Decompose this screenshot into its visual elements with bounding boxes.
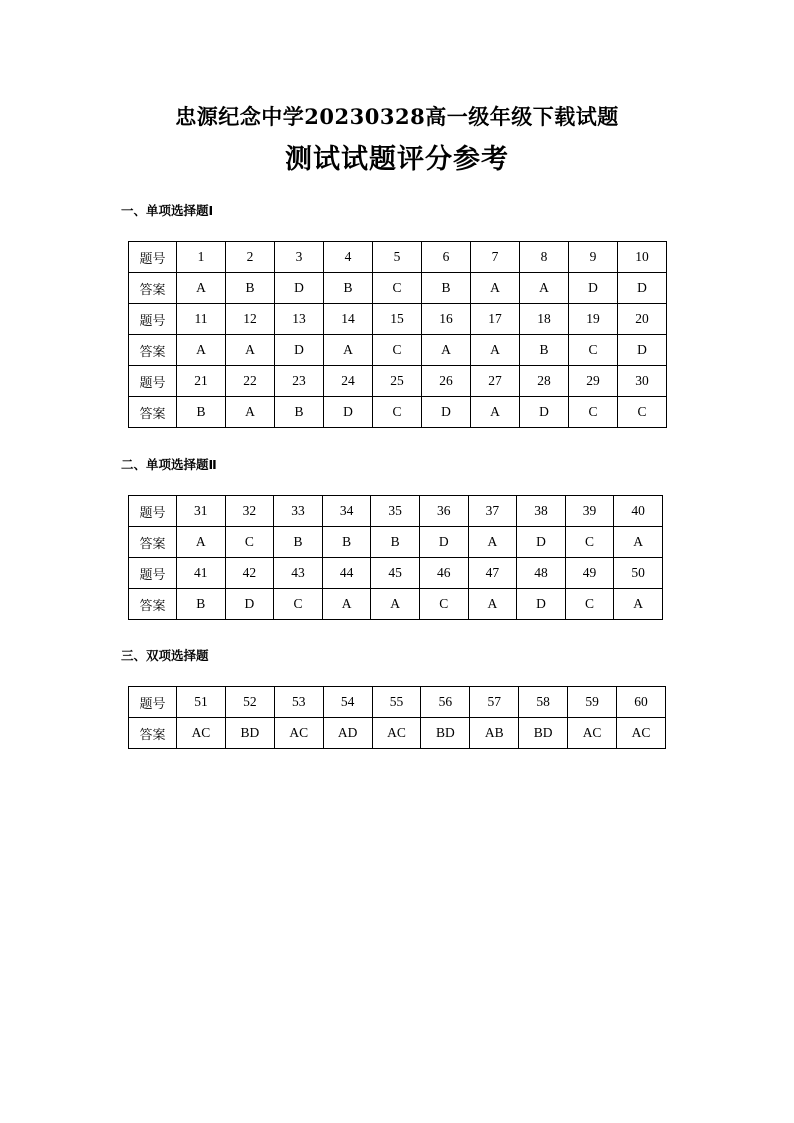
question-number-cell: 18 xyxy=(520,304,569,335)
answer-cell: B xyxy=(274,527,323,558)
question-number-cell: 30 xyxy=(618,366,667,397)
answer-cell: BD xyxy=(225,718,274,749)
question-number-cell: 27 xyxy=(471,366,520,397)
answer-label-cell: 答案 xyxy=(129,718,177,749)
question-number-cell: 46 xyxy=(419,558,468,589)
question-label-cell: 题号 xyxy=(129,558,177,589)
answer-cell: A xyxy=(614,527,663,558)
answer-cell: AB xyxy=(470,718,519,749)
question-number-cell: 44 xyxy=(322,558,371,589)
answer-cell: A xyxy=(471,335,520,366)
question-number-cell: 48 xyxy=(517,558,566,589)
question-number-cell: 20 xyxy=(618,304,667,335)
answer-cell: D xyxy=(419,527,468,558)
answer-row xyxy=(129,397,667,428)
answer-row xyxy=(129,589,663,620)
answer-cell: B xyxy=(275,397,324,428)
question-number-cell: 28 xyxy=(520,366,569,397)
question-number-cell: 29 xyxy=(569,366,618,397)
question-number-cell: 26 xyxy=(422,366,471,397)
question-number-cell: 33 xyxy=(274,496,323,527)
answer-cell: C xyxy=(565,589,614,620)
answer-cell: A xyxy=(471,273,520,304)
question-number-cell: 12 xyxy=(226,304,275,335)
answer-cell: C xyxy=(274,589,323,620)
answer-cell: A xyxy=(322,589,371,620)
question-number-cell: 31 xyxy=(177,496,226,527)
answer-cell: A xyxy=(226,397,275,428)
answer-label-cell: 答案 xyxy=(129,589,177,620)
answer-cell: B xyxy=(177,589,226,620)
answer-cell: C xyxy=(618,397,667,428)
question-number-cell: 22 xyxy=(226,366,275,397)
question-number-row xyxy=(129,242,667,273)
answer-cell: D xyxy=(275,335,324,366)
answer-cell: AC xyxy=(568,718,617,749)
answer-cell: C xyxy=(373,273,422,304)
document-title: 忠源纪念中学20230328高一级年级下载试题 xyxy=(175,104,619,129)
answer-cell: D xyxy=(225,589,274,620)
question-number-cell: 9 xyxy=(569,242,618,273)
answer-cell: A xyxy=(371,589,420,620)
answer-cell: D xyxy=(275,273,324,304)
question-number-cell: 60 xyxy=(617,687,666,718)
question-number-row xyxy=(129,366,667,397)
question-number-cell: 2 xyxy=(226,242,275,273)
answer-cell: BD xyxy=(519,718,568,749)
question-number-cell: 58 xyxy=(519,687,568,718)
answer-cell: C xyxy=(569,397,618,428)
question-number-cell: 32 xyxy=(225,496,274,527)
answer-cell: B xyxy=(177,397,226,428)
answer-cell: A xyxy=(177,335,226,366)
answer-cell: BD xyxy=(421,718,470,749)
answer-table-section-1 xyxy=(128,241,667,428)
question-number-cell: 54 xyxy=(323,687,372,718)
answer-table-section-3 xyxy=(128,686,666,749)
question-number-row xyxy=(129,558,663,589)
question-number-cell: 23 xyxy=(275,366,324,397)
question-label-cell: 题号 xyxy=(129,496,177,527)
question-number-cell: 36 xyxy=(419,496,468,527)
question-number-cell: 7 xyxy=(471,242,520,273)
question-number-cell: 19 xyxy=(569,304,618,335)
answer-cell: AD xyxy=(323,718,372,749)
answer-cell: D xyxy=(324,397,373,428)
question-number-cell: 14 xyxy=(324,304,373,335)
answer-cell: B xyxy=(322,527,371,558)
question-number-cell: 37 xyxy=(468,496,517,527)
answer-cell: A xyxy=(468,589,517,620)
answer-cell: D xyxy=(569,273,618,304)
question-label-cell: 题号 xyxy=(129,242,177,273)
answer-cell: AC xyxy=(617,718,666,749)
answer-cell: B xyxy=(324,273,373,304)
answer-cell: A xyxy=(471,397,520,428)
answer-cell: A xyxy=(468,527,517,558)
question-number-cell: 38 xyxy=(517,496,566,527)
answer-label-cell: 答案 xyxy=(129,273,177,304)
answer-cell: C xyxy=(565,527,614,558)
question-number-cell: 21 xyxy=(177,366,226,397)
section-heading-single-choice-2: 二、单项选择题Ⅱ xyxy=(121,457,217,472)
answer-cell: AC xyxy=(372,718,421,749)
answer-cell: C xyxy=(373,397,422,428)
answer-cell: D xyxy=(618,335,667,366)
answer-cell: A xyxy=(177,527,226,558)
question-number-cell: 35 xyxy=(371,496,420,527)
question-label-cell: 题号 xyxy=(129,366,177,397)
answer-cell: C xyxy=(225,527,274,558)
question-number-cell: 47 xyxy=(468,558,517,589)
answer-cell: C xyxy=(569,335,618,366)
section-heading-double-choice: 三、双项选择题 xyxy=(121,648,209,663)
question-number-cell: 4 xyxy=(324,242,373,273)
answer-table-section-2 xyxy=(128,495,663,620)
question-number-cell: 59 xyxy=(568,687,617,718)
question-number-cell: 45 xyxy=(371,558,420,589)
question-number-row xyxy=(129,304,667,335)
question-number-cell: 8 xyxy=(520,242,569,273)
answer-cell: B xyxy=(520,335,569,366)
answer-cell: D xyxy=(520,397,569,428)
question-number-cell: 49 xyxy=(565,558,614,589)
question-number-row xyxy=(129,496,663,527)
question-number-cell: 6 xyxy=(422,242,471,273)
question-number-cell: 15 xyxy=(373,304,422,335)
answer-cell: A xyxy=(422,335,471,366)
answer-cell: A xyxy=(226,335,275,366)
answer-row xyxy=(129,718,666,749)
question-number-cell: 11 xyxy=(177,304,226,335)
answer-cell: D xyxy=(618,273,667,304)
question-number-cell: 3 xyxy=(275,242,324,273)
question-number-cell: 40 xyxy=(614,496,663,527)
question-number-cell: 24 xyxy=(324,366,373,397)
answer-row xyxy=(129,273,667,304)
answer-cell: B xyxy=(226,273,275,304)
document-subtitle: 测试试题评分参考 xyxy=(285,144,509,175)
answer-cell: D xyxy=(422,397,471,428)
question-number-cell: 55 xyxy=(372,687,421,718)
question-number-cell: 13 xyxy=(275,304,324,335)
answer-cell: B xyxy=(422,273,471,304)
answer-cell: C xyxy=(419,589,468,620)
answer-cell: A xyxy=(614,589,663,620)
answer-row xyxy=(129,335,667,366)
question-label-cell: 题号 xyxy=(129,687,177,718)
question-number-cell: 50 xyxy=(614,558,663,589)
answer-label-cell: 答案 xyxy=(129,335,177,366)
answer-cell: C xyxy=(373,335,422,366)
answer-label-cell: 答案 xyxy=(129,527,177,558)
question-number-cell: 25 xyxy=(373,366,422,397)
answer-cell: AC xyxy=(274,718,323,749)
answer-label-cell: 答案 xyxy=(129,397,177,428)
question-number-row xyxy=(129,687,666,718)
answer-cell: A xyxy=(324,335,373,366)
answer-cell: A xyxy=(520,273,569,304)
question-number-cell: 41 xyxy=(177,558,226,589)
question-number-cell: 51 xyxy=(177,687,226,718)
answer-row xyxy=(129,527,663,558)
question-number-cell: 16 xyxy=(422,304,471,335)
question-number-cell: 5 xyxy=(373,242,422,273)
answer-cell: B xyxy=(371,527,420,558)
question-number-cell: 1 xyxy=(177,242,226,273)
question-number-cell: 43 xyxy=(274,558,323,589)
answer-cell: AC xyxy=(177,718,226,749)
question-label-cell: 题号 xyxy=(129,304,177,335)
question-number-cell: 57 xyxy=(470,687,519,718)
question-number-cell: 56 xyxy=(421,687,470,718)
question-number-cell: 39 xyxy=(565,496,614,527)
answer-cell: A xyxy=(177,273,226,304)
answer-cell: D xyxy=(517,589,566,620)
section-heading-single-choice-1: 一、单项选择题Ⅰ xyxy=(121,203,214,218)
question-number-cell: 17 xyxy=(471,304,520,335)
question-number-cell: 42 xyxy=(225,558,274,589)
question-number-cell: 34 xyxy=(322,496,371,527)
question-number-cell: 52 xyxy=(225,687,274,718)
question-number-cell: 53 xyxy=(274,687,323,718)
question-number-cell: 10 xyxy=(618,242,667,273)
answer-cell: D xyxy=(517,527,566,558)
